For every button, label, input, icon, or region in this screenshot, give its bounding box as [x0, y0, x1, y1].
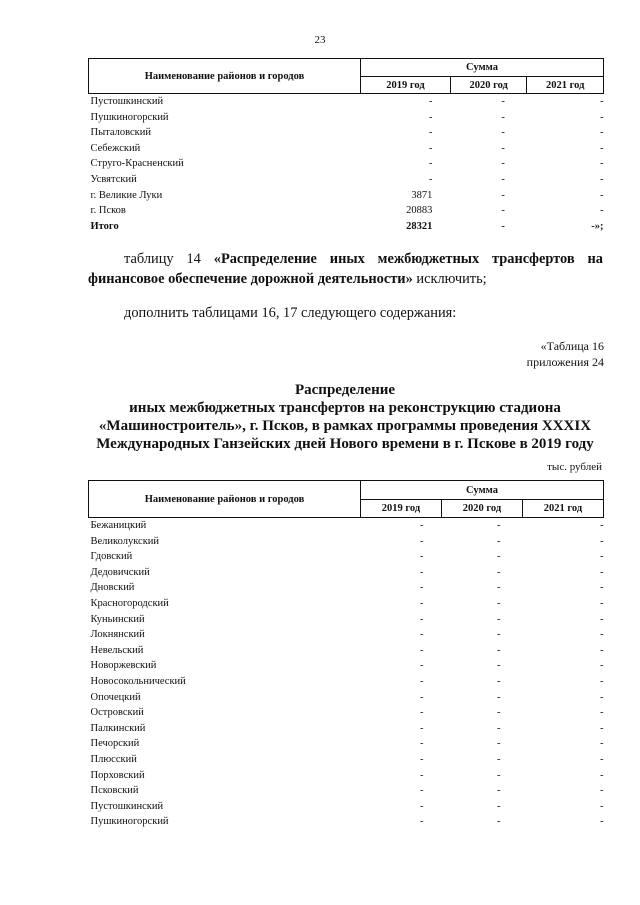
table-row — [89, 172, 604, 188]
value-2020: - — [501, 127, 505, 139]
district-name: Опочецкий — [90, 691, 141, 703]
district-name: Пыталовский — [90, 127, 151, 139]
column-header-name: Наименование районов и городов — [89, 59, 361, 94]
paragraph-add-tables: дополнить таблицами 16, 17 следующего содержания: — [124, 305, 457, 321]
value-2020: - — [497, 675, 501, 687]
value-2019: - — [420, 629, 424, 641]
district-name: Гдовский — [90, 551, 133, 563]
table-row — [89, 596, 604, 612]
column-header-sum: Сумма — [361, 59, 604, 77]
table-row — [89, 721, 604, 737]
table-row — [89, 518, 604, 534]
district-name: Пушкиногорский — [90, 816, 169, 828]
value-2020: - — [497, 722, 501, 734]
value-2020: - — [497, 753, 501, 765]
value-2020: - — [497, 800, 501, 812]
district-name: Куньинский — [90, 613, 145, 625]
value-2021: - — [600, 582, 604, 594]
value-2019: - — [420, 520, 424, 531]
district-name: Палкинский — [90, 722, 146, 734]
district-name: Струго-Красненский — [90, 158, 184, 170]
value-2021: - — [600, 629, 604, 641]
column-header-2020: 2020 год — [442, 500, 523, 518]
table-row — [89, 736, 604, 752]
table-row — [89, 580, 604, 596]
value-2020: - — [501, 142, 505, 154]
value-2020: - — [497, 660, 501, 672]
table-body — [89, 518, 604, 830]
table-row — [89, 549, 604, 565]
value-2021: -»; — [591, 220, 604, 232]
table-row — [89, 783, 604, 799]
value-2021: - — [600, 738, 604, 750]
value-2021: - — [600, 753, 604, 765]
column-header-2021: 2021 год — [527, 77, 604, 94]
table-body — [89, 94, 604, 235]
value-2019: - — [420, 566, 424, 578]
value-2021: - — [600, 142, 604, 154]
value-2020: - — [501, 189, 505, 201]
column-header-name: Наименование районов и городов — [89, 481, 361, 518]
value-2021: - — [600, 597, 604, 609]
table-row — [89, 690, 604, 706]
table-row — [89, 814, 604, 830]
table-row — [89, 705, 604, 721]
district-name: Пустошкинский — [90, 800, 164, 812]
value-2020: - — [497, 629, 501, 641]
budget-table-16 — [88, 480, 604, 830]
value-2020: - — [497, 691, 501, 703]
district-name: Новосокольнический — [90, 675, 186, 687]
value-2020: - — [497, 785, 501, 797]
heading-line-2: иных межбюджетных трансфертов на реконструкцию стадиона — [129, 400, 561, 416]
table-row — [89, 627, 604, 643]
district-name: Новоржевский — [90, 660, 157, 672]
table-row — [89, 125, 604, 141]
value-2020: - — [497, 566, 501, 578]
district-name: Пустошкинский — [90, 96, 164, 107]
value-2019: - — [420, 551, 424, 563]
table-row — [89, 643, 604, 659]
value-2019: - — [420, 535, 424, 547]
column-header-sum: Сумма — [361, 481, 604, 500]
page-number: 23 — [314, 34, 326, 46]
value-2020: - — [497, 738, 501, 750]
table-row — [89, 534, 604, 550]
value-2019: 28321 — [406, 220, 433, 232]
value-2021: - — [600, 127, 604, 139]
value-2021: - — [600, 816, 604, 828]
value-2020: - — [497, 816, 501, 828]
value-2021: - — [600, 551, 604, 563]
table-label-appendix: приложения 24 — [526, 355, 604, 369]
district-name: Псковский — [90, 785, 139, 797]
value-2019: - — [428, 173, 433, 185]
district-name: Дновский — [90, 582, 135, 594]
value-2021: - — [600, 173, 604, 185]
table-row — [89, 674, 604, 690]
value-2019: - — [420, 753, 424, 765]
value-2020: - — [497, 597, 501, 609]
value-2020: - — [497, 613, 501, 625]
value-2019: 3871 — [411, 189, 433, 201]
district-name: Себежский — [90, 142, 141, 154]
value-2021: - — [600, 189, 604, 201]
value-2020: - — [497, 551, 501, 563]
value-2019: - — [420, 582, 424, 594]
district-name: Невельский — [90, 644, 144, 656]
value-2020: - — [497, 769, 501, 781]
table-row — [89, 658, 604, 674]
value-2021: - — [600, 613, 604, 625]
value-2019: - — [420, 816, 424, 828]
column-header-2019: 2019 год — [361, 77, 451, 94]
district-name: Великолукский — [90, 535, 160, 547]
value-2019: - — [428, 96, 433, 107]
value-2019: - — [420, 675, 424, 687]
value-2019: - — [420, 691, 424, 703]
paragraph-exclude-table-14 — [88, 249, 603, 289]
district-name: Печорский — [90, 738, 140, 750]
value-2020: - — [497, 520, 501, 531]
value-2019: - — [420, 785, 424, 797]
district-name: г. Великие Луки — [90, 189, 163, 201]
table-row — [89, 156, 604, 172]
value-2021: - — [600, 800, 604, 812]
budget-table-continued — [88, 58, 604, 234]
value-2019: - — [428, 158, 433, 170]
table-row — [89, 752, 604, 768]
value-2019: - — [428, 142, 433, 154]
value-2021: - — [600, 675, 604, 687]
district-name: Бежаницкий — [90, 520, 147, 531]
district-name: г. Псков — [90, 205, 126, 217]
district-name: Пушкиногорский — [90, 111, 169, 123]
value-2019: - — [420, 722, 424, 734]
column-header-2019: 2019 год — [361, 500, 442, 518]
value-2021: - — [600, 535, 604, 547]
value-2019: - — [420, 769, 424, 781]
district-name: Плюсский — [90, 753, 137, 765]
value-2021: - — [600, 566, 604, 578]
value-2021: - — [600, 785, 604, 797]
units-label: тыс. рублей — [547, 461, 602, 473]
table-total-row — [89, 219, 604, 235]
paragraph-suffix: исключить; — [412, 271, 487, 287]
paragraph-table-title: «Распределение иных межбюджетных трансфертов на финансовое обеспечение дорожной деятельности» — [88, 251, 603, 287]
value-2020: - — [497, 582, 501, 594]
district-name: Усвятский — [90, 173, 137, 185]
value-2019: - — [420, 707, 424, 719]
value-2019: - — [420, 738, 424, 750]
table-row — [89, 565, 604, 581]
value-2019: - — [420, 613, 424, 625]
value-2021: - — [600, 205, 604, 217]
table-row — [89, 141, 604, 157]
value-2021: - — [600, 660, 604, 672]
district-name: Локнянский — [90, 629, 145, 641]
district-name: Итого — [90, 220, 119, 232]
table-label-number: «Таблица 16 — [540, 339, 604, 353]
value-2020: - — [497, 644, 501, 656]
value-2019: 20883 — [406, 205, 433, 217]
table-row — [89, 768, 604, 784]
district-name: Порховский — [90, 769, 145, 781]
value-2020: - — [501, 111, 505, 123]
table-row — [89, 94, 604, 110]
district-name: Красногородский — [90, 597, 169, 609]
heading-line-4: Международных Ганзейских дней Нового времени в г. Пскове в 2019 году — [96, 436, 594, 452]
table-row — [89, 612, 604, 628]
district-name: Островский — [90, 707, 144, 719]
value-2021: - — [600, 520, 604, 531]
heading-line-1: Распределение — [294, 382, 396, 398]
table-row — [89, 110, 604, 126]
value-2020: - — [497, 707, 501, 719]
value-2019: - — [428, 127, 433, 139]
value-2021: - — [600, 111, 604, 123]
value-2019: - — [420, 660, 424, 672]
value-2020: - — [501, 96, 505, 107]
value-2021: - — [600, 158, 604, 170]
value-2019: - — [420, 800, 424, 812]
table-row — [89, 203, 604, 219]
table-label — [527, 338, 604, 370]
value-2021: - — [600, 707, 604, 719]
district-name: Дедовичский — [90, 566, 150, 578]
value-2021: - — [600, 96, 604, 107]
value-2020: - — [501, 220, 505, 232]
value-2021: - — [600, 722, 604, 734]
value-2019: - — [428, 111, 433, 123]
value-2020: - — [501, 173, 505, 185]
value-2020: - — [497, 535, 501, 547]
value-2019: - — [420, 597, 424, 609]
column-header-2020: 2020 год — [450, 77, 527, 94]
value-2019: - — [420, 644, 424, 656]
value-2021: - — [600, 769, 604, 781]
value-2021: - — [600, 691, 604, 703]
column-header-2021: 2021 год — [523, 500, 604, 518]
paragraph-prefix: таблицу 14 — [124, 251, 214, 267]
heading-line-3: «Машиностроитель», г. Псков, в рамках программы проведения XXXIX — [98, 418, 592, 434]
value-2020: - — [501, 158, 505, 170]
value-2020: - — [501, 205, 505, 217]
section-heading — [80, 381, 610, 453]
value-2021: - — [600, 644, 604, 656]
table-row — [89, 799, 604, 815]
table-row — [89, 188, 604, 204]
